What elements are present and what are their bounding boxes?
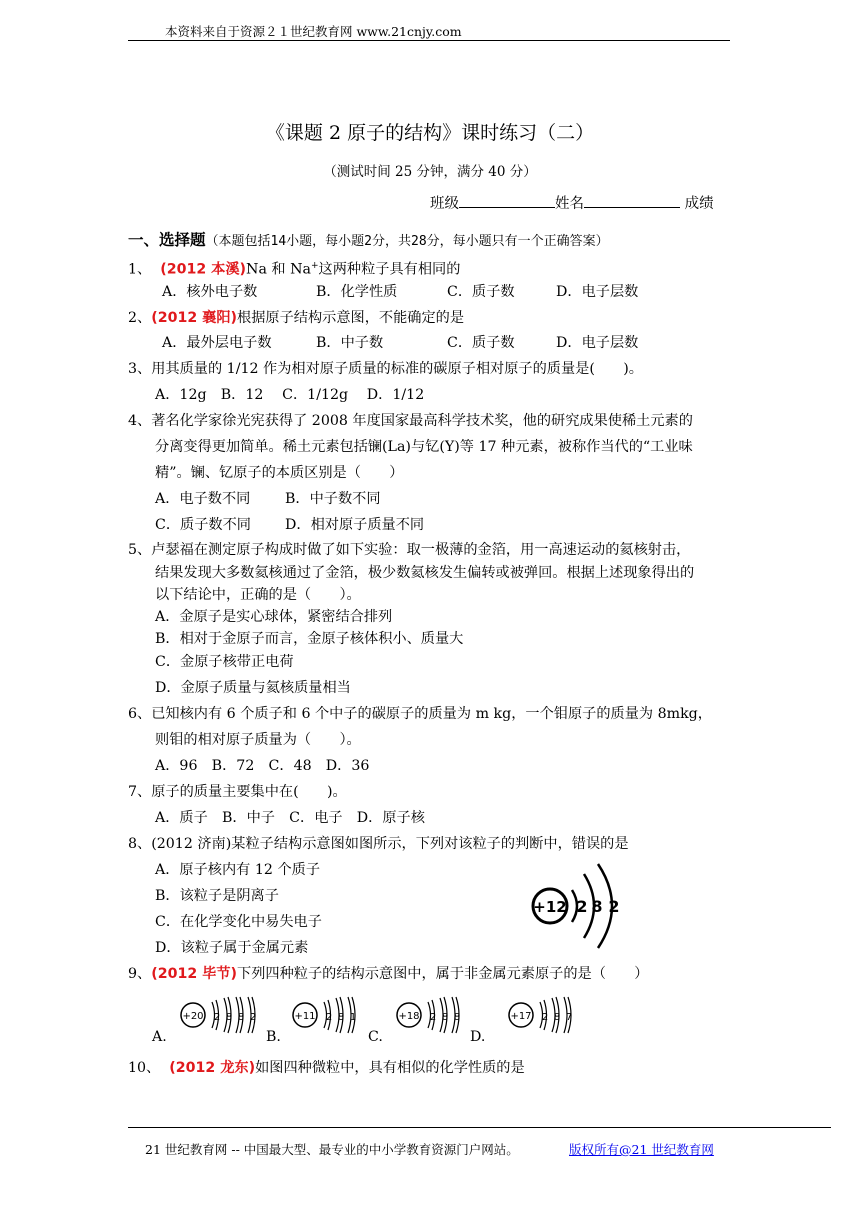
q9a-shell-2: 8 <box>225 1012 233 1023</box>
q2-stem: 根据原子结构示意图，不能确定的是 <box>237 310 465 326</box>
q4-option-d[interactable]: D．相对原子质量不同 <box>285 517 425 533</box>
q9-option-b-label[interactable]: B. <box>266 1029 281 1045</box>
q9d-nucleus: +17 <box>510 1011 532 1022</box>
question-4-line2: 分离变得更加简单。稀土元素包括镧(La)与钇(Y)等 17 种元素，被称作当代的“工业味 <box>155 439 693 455</box>
question-7-stem: 7、原子的质量主要集中在( )。 <box>128 784 347 800</box>
q5-option-a[interactable]: A．金原子是实心球体，紧密结合排列 <box>155 609 393 625</box>
q9a-nucleus: +20 <box>182 1011 204 1022</box>
q10-number: 10、 <box>128 1060 161 1076</box>
q9c-shell-3: 8 <box>453 1012 461 1023</box>
q1-option-b[interactable]: B．化学性质 <box>316 284 398 300</box>
q8-option-c[interactable]: C．在化学变化中易失电子 <box>155 914 322 930</box>
q9-option-b-diagram[interactable] <box>288 992 368 1042</box>
q2-source-tag: (2012 襄阳) <box>151 310 237 326</box>
q6-options[interactable]: A．96 B．72 C．48 D．36 <box>155 758 370 774</box>
q4-option-a[interactable]: A．电子数不同 <box>155 491 251 507</box>
question-9-stem <box>128 965 648 983</box>
q9b-shell-2: 8 <box>337 1012 345 1023</box>
question-3-stem: 3、用其质量的 1/12 作为相对原子质量的标准的碳原子相对原子的质量是( )。 <box>128 361 643 377</box>
q9-option-c-label[interactable]: C. <box>368 1029 383 1045</box>
question-1-stem <box>128 257 460 279</box>
page-title: 《课题 2 原子的结构》课时练习（二） <box>265 122 595 144</box>
q4-option-b[interactable]: B．中子数不同 <box>285 491 381 507</box>
q8-nucleus-label: +12 <box>533 898 567 916</box>
q9b-nucleus: +11 <box>294 1011 316 1022</box>
q9-source-tag: (2012 毕节) <box>151 966 237 982</box>
q3-options[interactable]: A．12g B．12 C．1/12g D．1/12 <box>155 387 425 403</box>
class-label: 班级 <box>430 196 459 212</box>
test-info: （测试时间 25 分钟，满分 40 分） <box>323 164 537 180</box>
q9-option-a-diagram[interactable] <box>176 992 266 1042</box>
section-heading <box>128 228 609 250</box>
q2-number: 2、 <box>128 310 152 326</box>
q1-option-c[interactable]: C．质子数 <box>447 284 515 300</box>
q8-option-b[interactable]: B．该粒子是阴离子 <box>155 888 279 904</box>
header-divider <box>128 40 730 41</box>
q9a-shell-1: 2 <box>213 1012 221 1023</box>
q9b-shell-1: 2 <box>325 1012 333 1023</box>
q8-option-d[interactable]: D．该粒子属于金属元素 <box>155 940 309 956</box>
section-note: （本题包括14小题，每小题2分，共28分，每小题只有一个正确答案） <box>205 234 609 249</box>
q9d-shell-1: 2 <box>541 1012 549 1023</box>
q1-source-tag: (2012 本溪) <box>160 261 247 278</box>
q1-stem-b: 这两种粒子具有相同的 <box>318 261 461 278</box>
class-blank[interactable] <box>459 193 555 208</box>
q9-option-a-label[interactable]: A. <box>152 1029 167 1045</box>
q2-option-b[interactable]: B．中子数 <box>316 335 384 351</box>
question-6-line1: 6、已知核内有 6 个质子和 6 个中子的碳原子的质量为 m kg，一个钼原子的质量为 8mkg， <box>128 706 712 722</box>
question-8-stem: 8、(2012 济南)某粒子结构示意图如图所示，下列对该粒子的判断中，错误的是 <box>128 836 629 852</box>
q1-option-a[interactable]: A．核外电子数 <box>162 284 258 300</box>
q5-option-c[interactable]: C．金原子核带正电荷 <box>155 654 294 670</box>
section-title: 一、选择题 <box>128 231 206 249</box>
q8-atom-diagram <box>528 856 638 956</box>
q9d-shell-2: 8 <box>553 1012 561 1023</box>
q10-source-tag: (2012 龙东) <box>169 1060 256 1076</box>
student-info-row <box>430 192 714 213</box>
question-5-line1: 5、卢瑟福在测定原子构成时做了如下实验：取一极薄的金箔，用一高速运动的氦核射击， <box>128 542 691 558</box>
q9a-shell-4: 2 <box>249 1012 257 1023</box>
q10-stem: 如图四种微粒中，具有相似的化学性质的是 <box>255 1060 525 1076</box>
q8-shell-3: 2 <box>608 897 620 916</box>
q1-number: 1、 <box>128 261 152 278</box>
q9b-shell-3: 1 <box>349 1012 357 1023</box>
q9c-shell-2: 8 <box>441 1012 449 1023</box>
q9c-shell-1: 2 <box>429 1012 437 1023</box>
q9-stem: 下列四种粒子的结构示意图中，属于非金属元素原子的是（ ） <box>237 966 649 982</box>
copyright-link[interactable]: 版权所有@21 世纪教育网 <box>569 1142 714 1157</box>
q9-number: 9、 <box>128 966 152 982</box>
q9c-nucleus: +18 <box>398 1011 420 1022</box>
footer-text: 21 世纪教育网 -- 中国最大型、最专业的中小学教育资源门户网站。 <box>145 1142 519 1157</box>
q9-option-d-diagram[interactable] <box>504 992 584 1042</box>
name-label: 姓名 <box>555 196 584 212</box>
question-4-line1: 4、著名化学家徐光宪获得了 2008 年度国家最高科学技术奖，他的研究成果使稀土元素的 <box>128 413 693 429</box>
question-4-line3: 精”。镧、钇原子的本质区别是（ ） <box>155 465 404 481</box>
q4-option-c[interactable]: C．质子数不同 <box>155 517 251 533</box>
q1-superscript: + <box>310 261 319 271</box>
q5-option-b[interactable]: B．相对于金原子而言，金原子核体积小、质量大 <box>155 631 464 647</box>
q2-option-c[interactable]: C．质子数 <box>447 335 515 351</box>
q9a-shell-3: 8 <box>237 1012 245 1023</box>
q9d-shell-3: 7 <box>565 1012 573 1023</box>
q1-option-d[interactable]: D．电子层数 <box>556 284 639 300</box>
q1-stem-a: Na 和 Na <box>246 261 311 278</box>
question-5-line2: 结果发现大多数氦核通过了金箔，极少数氦核发生偏转或被弹回。根据上述现象得出的 <box>155 565 695 581</box>
footer-divider <box>128 1127 831 1128</box>
q2-option-a[interactable]: A．最外层电子数 <box>162 335 272 351</box>
q8-shell-1: 2 <box>576 897 588 916</box>
q8-option-a[interactable]: A．原子核内有 12 个质子 <box>155 862 321 878</box>
q8-shell-2: 8 <box>591 897 603 916</box>
q9-option-c-diagram[interactable] <box>392 992 472 1042</box>
q9-option-d-label[interactable]: D. <box>470 1029 486 1045</box>
q7-options[interactable]: A．质子 B．中子 C．电子 D．原子核 <box>155 810 425 826</box>
score-label: 成绩 <box>684 196 714 212</box>
question-5-line3: 以下结论中，正确的是（ ）。 <box>155 587 361 603</box>
question-10-stem <box>128 1059 525 1077</box>
question-6-line2: 则钼的相对原子质量为（ ）。 <box>155 732 361 748</box>
q2-option-d[interactable]: D．电子层数 <box>556 335 639 351</box>
source-header: 本资料来自于资源２１世纪教育网 www.21cnjy.com <box>165 24 462 39</box>
question-2-stem <box>128 309 464 327</box>
q5-option-d[interactable]: D．金原子质量与氦核质量相当 <box>155 680 351 696</box>
name-blank[interactable] <box>584 193 680 208</box>
